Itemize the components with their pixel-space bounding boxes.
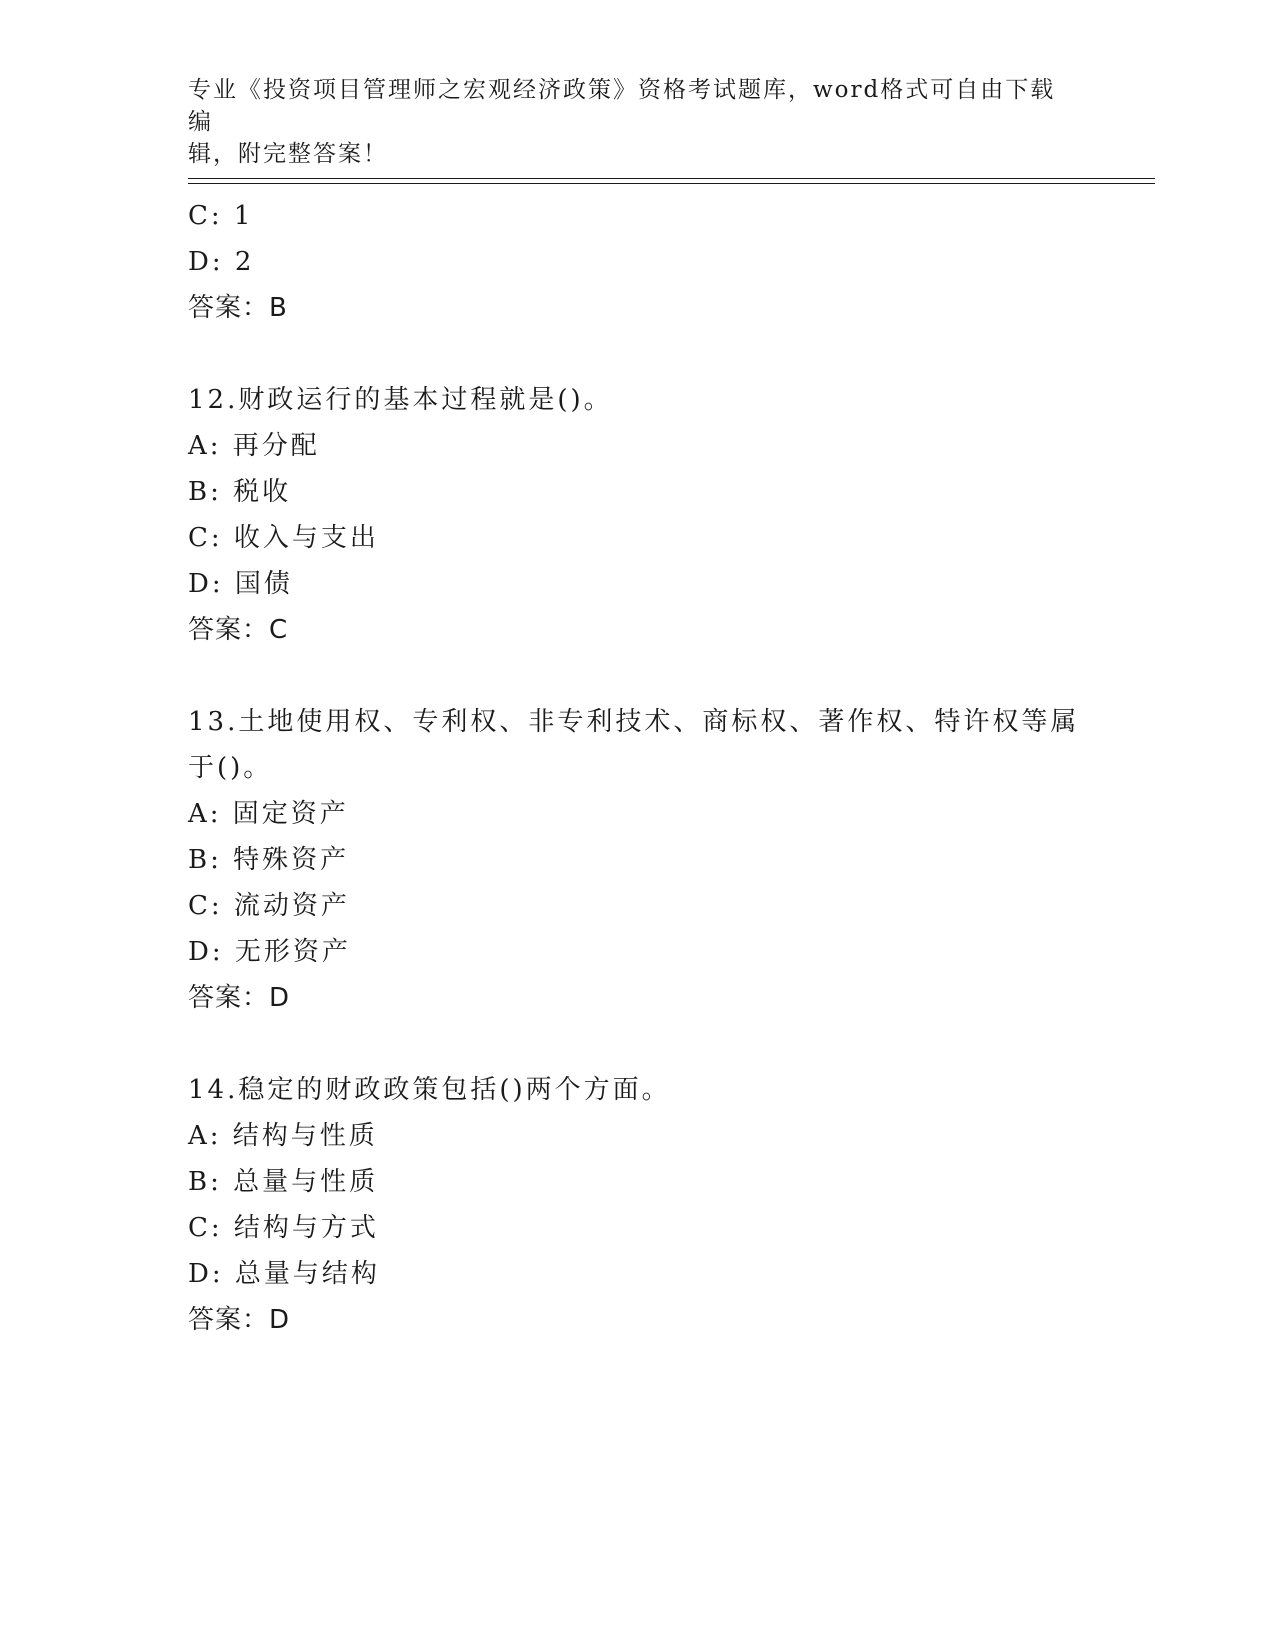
header-line-2: 辑，附完整答案！	[188, 141, 388, 167]
document-header	[188, 74, 1068, 170]
option-b: B: 总量与性质	[188, 1167, 379, 1197]
question-content	[188, 193, 1088, 1343]
option-d: D: 无形资产	[188, 937, 351, 967]
question-stem-line-1: 13.土地使用权、专利权、非专利技术、商标权、著作权、特许权等属	[188, 707, 1080, 737]
option-c: C: 结构与方式	[188, 1213, 379, 1243]
option-d: D: 国债	[188, 569, 293, 599]
question-stem: 12.财政运行的基本过程就是()。	[188, 385, 613, 415]
spacer	[188, 653, 1088, 699]
answer-line: 答案：D	[188, 1305, 291, 1335]
option-a: A: 固定资产	[188, 799, 349, 829]
spacer	[188, 331, 1088, 377]
option-d: D: 总量与结构	[188, 1259, 380, 1289]
answer-line: 答案：C	[188, 615, 289, 645]
option-d: D: 2	[188, 247, 255, 277]
header-divider-bottom	[188, 183, 1155, 184]
option-a: A: 结构与性质	[188, 1121, 378, 1151]
header-divider-top	[188, 178, 1155, 179]
question-stem: 14.稳定的财政政策包括()两个方面。	[188, 1075, 671, 1105]
question-stem-line-2: 于()。	[188, 753, 273, 783]
option-c: C: 1	[188, 201, 254, 231]
header-line-1: 专业《投资项目管理师之宏观经济政策》资格考试题库，word格式可自由下载编	[188, 77, 1056, 135]
option-c: C: 流动资产	[188, 891, 350, 921]
option-a: A: 再分配	[188, 431, 320, 461]
answer-line: 答案：D	[188, 983, 291, 1013]
option-b: B: 税收	[188, 477, 292, 507]
option-c: C: 收入与支出	[188, 523, 379, 553]
option-b: B: 特殊资产	[188, 845, 350, 875]
answer-line: 答案：B	[188, 293, 288, 323]
spacer	[188, 1021, 1088, 1067]
